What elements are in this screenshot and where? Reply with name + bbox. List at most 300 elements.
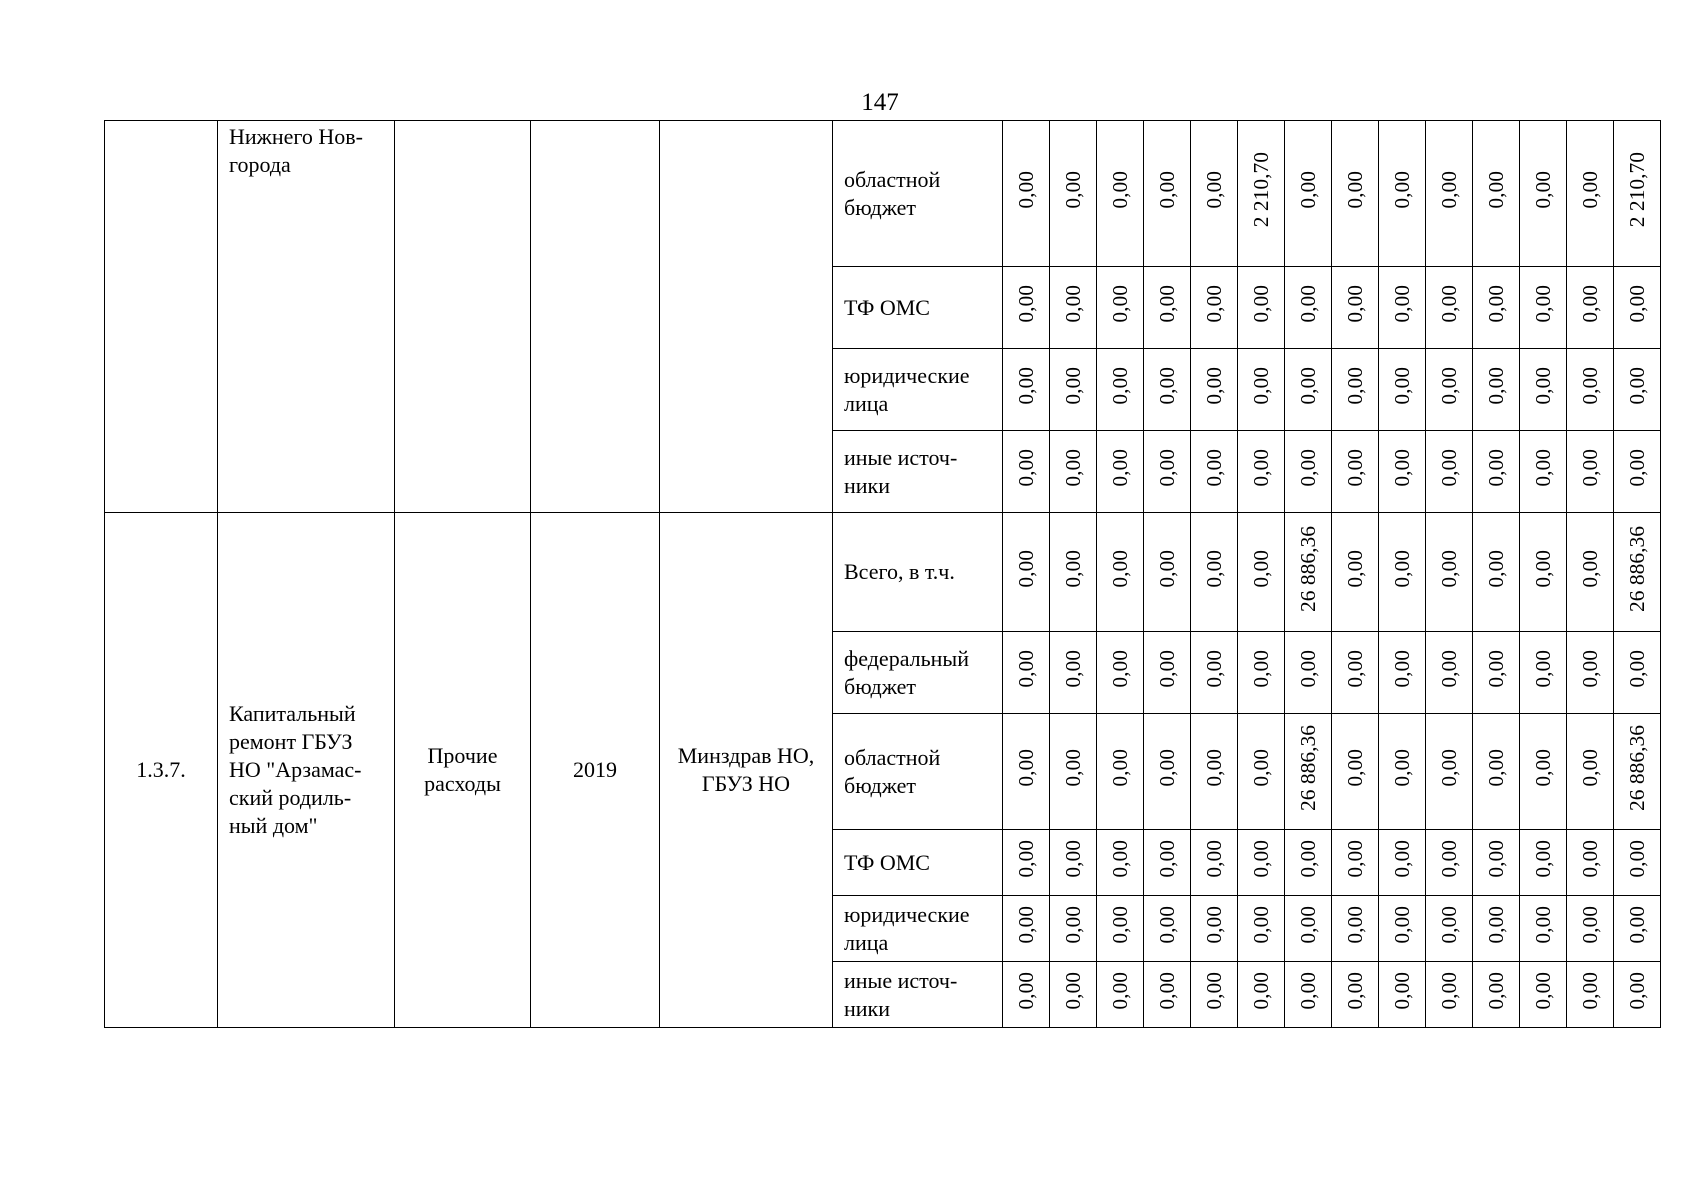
amount-cell: [1426, 714, 1473, 830]
amount-value: 0,00: [1061, 840, 1085, 878]
amount-value: 0,00: [1249, 285, 1273, 323]
amount-value: 0,00: [1625, 840, 1649, 878]
amount-cell: [1097, 513, 1144, 632]
amount-value: 0,00: [1437, 749, 1461, 787]
amount-cell: [1050, 830, 1097, 896]
amount-cell: [1567, 121, 1614, 267]
amount-cell: [1520, 513, 1567, 632]
amount-value: 0,00: [1343, 367, 1367, 405]
amount-value: 0,00: [1061, 972, 1085, 1010]
amount-value: 0,00: [1061, 171, 1085, 209]
amount-cell: [1473, 896, 1520, 962]
amount-value: 0,00: [1061, 367, 1085, 405]
amount-cell: [1379, 121, 1426, 267]
amount-value: 0,00: [1484, 749, 1508, 787]
amount-cell: [1003, 349, 1050, 431]
amount-cell: [1097, 962, 1144, 1028]
amount-value: 0,00: [1249, 549, 1273, 588]
amount-value: 0,00: [1249, 650, 1273, 688]
item-number-cell: 1.3.7.: [105, 513, 218, 1028]
amount-cell: [1285, 896, 1332, 962]
funding-source-label: Всего, в т.ч.: [833, 513, 1003, 632]
amount-cell: [1097, 830, 1144, 896]
amount-value: 0,00: [1014, 285, 1038, 323]
amount-value: 0,00: [1202, 549, 1226, 588]
amount-value: 0,00: [1155, 285, 1179, 323]
amount-value: 0,00: [1578, 840, 1602, 878]
amount-value: 0,00: [1625, 906, 1649, 944]
amount-cell: [1614, 714, 1661, 830]
amount-cell: [1191, 830, 1238, 896]
amount-cell: [1332, 714, 1379, 830]
amount-value: 0,00: [1249, 972, 1273, 1010]
amount-cell: [1567, 431, 1614, 513]
table-row: [105, 121, 1661, 267]
amount-value: 0,00: [1061, 449, 1085, 487]
amount-value: 0,00: [1249, 840, 1273, 878]
amount-value: 0,00: [1108, 972, 1132, 1010]
amount-cell: [1379, 830, 1426, 896]
amount-value: 0,00: [1531, 972, 1555, 1010]
amount-value: 0,00: [1343, 650, 1367, 688]
amount-cell: [1003, 513, 1050, 632]
amount-cell: [1097, 714, 1144, 830]
amount-cell: [1144, 267, 1191, 349]
amount-cell: [1144, 121, 1191, 267]
amount-value: 0,00: [1531, 749, 1555, 787]
amount-value: 0,00: [1390, 749, 1414, 787]
amount-value: 0,00: [1390, 972, 1414, 1010]
amount-value: 0,00: [1484, 650, 1508, 688]
amount-value: 26 886,36: [1296, 525, 1320, 612]
amount-cell: [1144, 632, 1191, 714]
amount-value: 0,00: [1625, 285, 1649, 323]
amount-cell: [1614, 267, 1661, 349]
amount-value: 0,00: [1390, 840, 1414, 878]
amount-value: 0,00: [1578, 972, 1602, 1010]
amount-cell: [1050, 632, 1097, 714]
amount-value: 0,00: [1014, 549, 1038, 588]
amount-cell: [1567, 632, 1614, 714]
amount-value: 0,00: [1155, 449, 1179, 487]
amount-cell: [1520, 267, 1567, 349]
amount-cell: [1191, 714, 1238, 830]
amount-cell: [1050, 121, 1097, 267]
amount-value: 0,00: [1343, 749, 1367, 787]
amount-cell: [1426, 896, 1473, 962]
amount-cell: [1191, 121, 1238, 267]
amount-value: 0,00: [1484, 367, 1508, 405]
expense-type-cell: [395, 121, 531, 513]
amount-value: 0,00: [1108, 650, 1132, 688]
amount-cell: [1003, 830, 1050, 896]
amount-cell: [1332, 513, 1379, 632]
amount-value: 0,00: [1108, 749, 1132, 787]
amount-cell: [1567, 267, 1614, 349]
amount-value: 0,00: [1343, 972, 1367, 1010]
amount-cell: [1191, 431, 1238, 513]
amount-value: 2 210,70: [1625, 152, 1649, 228]
funding-source-label: ТФ ОМС: [833, 830, 1003, 896]
amount-value: 0,00: [1437, 449, 1461, 487]
amount-cell: [1379, 513, 1426, 632]
amount-cell: [1426, 349, 1473, 431]
amount-cell: [1285, 513, 1332, 632]
amount-value: 0,00: [1014, 171, 1038, 209]
amount-cell: [1003, 714, 1050, 830]
amount-cell: [1332, 962, 1379, 1028]
item-name-cell: Нижнего Нов- города: [218, 121, 395, 513]
amount-value: 0,00: [1061, 285, 1085, 323]
amount-cell: [1426, 267, 1473, 349]
amount-value: 0,00: [1625, 449, 1649, 487]
amount-cell: [1238, 896, 1285, 962]
amount-cell: [1191, 267, 1238, 349]
amount-cell: [1379, 431, 1426, 513]
executor-cell: [660, 121, 833, 513]
amount-value: 0,00: [1014, 749, 1038, 787]
amount-cell: [1003, 962, 1050, 1028]
amount-cell: [1097, 349, 1144, 431]
amount-value: 0,00: [1202, 749, 1226, 787]
amount-value: 0,00: [1108, 285, 1132, 323]
amount-cell: [1473, 267, 1520, 349]
amount-value: 0,00: [1343, 449, 1367, 487]
amount-value: 0,00: [1343, 171, 1367, 209]
amount-value: 0,00: [1061, 549, 1085, 588]
amount-value: 0,00: [1296, 906, 1320, 944]
amount-value: 0,00: [1578, 449, 1602, 487]
amount-cell: [1003, 267, 1050, 349]
amount-cell: [1238, 962, 1285, 1028]
amount-cell: [1379, 896, 1426, 962]
amount-value: 0,00: [1390, 449, 1414, 487]
amount-cell: [1144, 431, 1191, 513]
amount-cell: [1332, 830, 1379, 896]
executor-cell: Минздрав НО, ГБУЗ НО: [660, 513, 833, 1028]
amount-cell: [1379, 267, 1426, 349]
funding-source-label: федеральный бюджет: [833, 632, 1003, 714]
amount-cell: [1473, 632, 1520, 714]
amount-cell: [1379, 714, 1426, 830]
amount-cell: [1473, 431, 1520, 513]
amount-value: 26 886,36: [1296, 725, 1320, 811]
amount-cell: [1050, 513, 1097, 632]
amount-cell: [1473, 830, 1520, 896]
amount-value: 0,00: [1390, 171, 1414, 209]
amount-cell: [1285, 267, 1332, 349]
amount-cell: [1285, 714, 1332, 830]
amount-value: 0,00: [1578, 906, 1602, 944]
amount-value: 0,00: [1390, 285, 1414, 323]
amount-value: 0,00: [1014, 840, 1038, 878]
amount-value: 0,00: [1155, 549, 1179, 588]
amount-value: 0,00: [1155, 650, 1179, 688]
amount-value: 0,00: [1249, 449, 1273, 487]
amount-value: 0,00: [1437, 650, 1461, 688]
amount-cell: [1144, 896, 1191, 962]
amount-value: 0,00: [1108, 367, 1132, 405]
amount-cell: [1614, 349, 1661, 431]
financing-table: [104, 120, 1661, 1028]
amount-value: 0,00: [1108, 171, 1132, 209]
amount-cell: [1097, 121, 1144, 267]
amount-value: 0,00: [1202, 650, 1226, 688]
amount-cell: [1614, 121, 1661, 267]
amount-cell: [1520, 714, 1567, 830]
amount-cell: [1614, 431, 1661, 513]
amount-cell: [1614, 632, 1661, 714]
amount-value: 0,00: [1108, 449, 1132, 487]
amount-cell: [1473, 513, 1520, 632]
amount-cell: [1050, 267, 1097, 349]
amount-cell: [1097, 632, 1144, 714]
amount-cell: [1332, 349, 1379, 431]
amount-cell: [1050, 896, 1097, 962]
amount-value: 0,00: [1061, 650, 1085, 688]
amount-value: 0,00: [1061, 749, 1085, 787]
amount-value: 0,00: [1296, 171, 1320, 209]
amount-value: 0,00: [1296, 449, 1320, 487]
amount-value: 0,00: [1531, 840, 1555, 878]
amount-value: 0,00: [1155, 367, 1179, 405]
amount-value: 0,00: [1108, 906, 1132, 944]
amount-value: 0,00: [1155, 972, 1179, 1010]
amount-cell: [1332, 632, 1379, 714]
amount-value: 0,00: [1155, 906, 1179, 944]
amount-cell: [1238, 513, 1285, 632]
funding-source-label: иные источ- ники: [833, 431, 1003, 513]
amount-cell: [1332, 121, 1379, 267]
amount-cell: [1238, 349, 1285, 431]
amount-cell: [1473, 121, 1520, 267]
funding-source-label: областной бюджет: [833, 714, 1003, 830]
amount-cell: [1332, 896, 1379, 962]
amount-cell: [1567, 349, 1614, 431]
amount-cell: [1003, 121, 1050, 267]
amount-cell: [1050, 962, 1097, 1028]
amount-value: 26 886,36: [1625, 725, 1649, 811]
amount-cell: [1426, 121, 1473, 267]
amount-value: 0,00: [1437, 285, 1461, 323]
amount-value: 0,00: [1296, 367, 1320, 405]
amount-value: 0,00: [1249, 367, 1273, 405]
amount-value: 0,00: [1390, 906, 1414, 944]
amount-cell: [1285, 121, 1332, 267]
amount-value: 0,00: [1296, 972, 1320, 1010]
amount-value: 0,00: [1531, 171, 1555, 209]
amount-value: 0,00: [1202, 449, 1226, 487]
amount-value: 0,00: [1484, 972, 1508, 1010]
amount-cell: [1238, 830, 1285, 896]
amount-value: 0,00: [1296, 285, 1320, 323]
amount-cell: [1614, 896, 1661, 962]
amount-value: 0,00: [1484, 171, 1508, 209]
amount-cell: [1144, 349, 1191, 431]
amount-cell: [1050, 431, 1097, 513]
amount-cell: [1520, 896, 1567, 962]
amount-value: 0,00: [1625, 972, 1649, 1010]
amount-value: 0,00: [1202, 906, 1226, 944]
amount-cell: [1003, 896, 1050, 962]
amount-cell: [1426, 513, 1473, 632]
amount-value: 0,00: [1296, 650, 1320, 688]
amount-value: 0,00: [1484, 449, 1508, 487]
amount-value: 0,00: [1108, 549, 1132, 588]
amount-value: 0,00: [1437, 171, 1461, 209]
amount-value: 0,00: [1437, 367, 1461, 405]
amount-value: 0,00: [1014, 972, 1038, 1010]
amount-cell: [1285, 830, 1332, 896]
amount-value: 0,00: [1625, 367, 1649, 405]
amount-cell: [1238, 267, 1285, 349]
amount-cell: [1050, 349, 1097, 431]
amount-cell: [1332, 267, 1379, 349]
amount-value: 0,00: [1296, 840, 1320, 878]
amount-value: 0,00: [1578, 367, 1602, 405]
amount-cell: [1285, 431, 1332, 513]
amount-cell: [1050, 714, 1097, 830]
amount-value: 0,00: [1437, 549, 1461, 588]
amount-value: 0,00: [1202, 840, 1226, 878]
amount-value: 0,00: [1202, 171, 1226, 209]
amount-cell: [1144, 830, 1191, 896]
amount-cell: [1520, 121, 1567, 267]
amount-value: 0,00: [1484, 285, 1508, 323]
amount-value: 0,00: [1014, 650, 1038, 688]
amount-cell: [1285, 632, 1332, 714]
amount-value: 0,00: [1155, 749, 1179, 787]
amount-value: 0,00: [1531, 650, 1555, 688]
amount-cell: [1567, 962, 1614, 1028]
amount-cell: [1191, 962, 1238, 1028]
amount-value: 2 210,70: [1249, 152, 1273, 228]
amount-cell: [1520, 431, 1567, 513]
amount-cell: [1191, 513, 1238, 632]
amount-cell: [1520, 830, 1567, 896]
amount-cell: [1426, 431, 1473, 513]
amount-value: 0,00: [1061, 906, 1085, 944]
amount-value: 0,00: [1249, 906, 1273, 944]
amount-cell: [1567, 513, 1614, 632]
funding-source-label: юридические лица: [833, 896, 1003, 962]
amount-cell: [1379, 632, 1426, 714]
amount-value: 0,00: [1343, 840, 1367, 878]
amount-value: 0,00: [1531, 449, 1555, 487]
table-row: [105, 513, 1661, 632]
amount-value: 0,00: [1484, 549, 1508, 588]
amount-cell: [1426, 962, 1473, 1028]
amount-cell: [1567, 896, 1614, 962]
amount-cell: [1520, 349, 1567, 431]
amount-cell: [1238, 431, 1285, 513]
amount-value: 0,00: [1578, 650, 1602, 688]
amount-cell: [1285, 349, 1332, 431]
amount-value: 0,00: [1155, 840, 1179, 878]
amount-value: 0,00: [1531, 367, 1555, 405]
amount-cell: [1473, 962, 1520, 1028]
amount-cell: [1097, 267, 1144, 349]
amount-cell: [1191, 349, 1238, 431]
amount-cell: [1332, 431, 1379, 513]
amount-value: 0,00: [1108, 840, 1132, 878]
amount-value: 0,00: [1484, 906, 1508, 944]
amount-value: 0,00: [1014, 449, 1038, 487]
amount-cell: [1097, 896, 1144, 962]
amount-value: 0,00: [1531, 906, 1555, 944]
amount-value: 0,00: [1390, 549, 1414, 588]
amount-cell: [1191, 632, 1238, 714]
amount-value: 0,00: [1202, 285, 1226, 323]
amount-value: 26 886,36: [1625, 525, 1649, 612]
amount-cell: [1097, 431, 1144, 513]
amount-value: 0,00: [1578, 749, 1602, 787]
amount-cell: [1473, 349, 1520, 431]
funding-source-label: областной бюджет: [833, 121, 1003, 267]
amount-cell: [1238, 714, 1285, 830]
amount-cell: [1144, 513, 1191, 632]
amount-cell: [1003, 632, 1050, 714]
amount-value: 0,00: [1578, 171, 1602, 209]
funding-source-label: юридические лица: [833, 349, 1003, 431]
amount-value: 0,00: [1014, 906, 1038, 944]
item-number-cell: [105, 121, 218, 513]
amount-cell: [1520, 632, 1567, 714]
amount-value: 0,00: [1531, 549, 1555, 588]
amount-cell: [1144, 962, 1191, 1028]
amount-value: 0,00: [1343, 285, 1367, 323]
amount-value: 0,00: [1578, 549, 1602, 588]
amount-value: 0,00: [1531, 285, 1555, 323]
expense-type-cell: Прочие расходы: [395, 513, 531, 1028]
amount-cell: [1238, 121, 1285, 267]
year-cell: 2019: [531, 513, 660, 1028]
amount-cell: [1520, 962, 1567, 1028]
amount-value: 0,00: [1484, 840, 1508, 878]
amount-cell: [1614, 962, 1661, 1028]
amount-value: 0,00: [1155, 171, 1179, 209]
amount-cell: [1285, 962, 1332, 1028]
amount-value: 0,00: [1202, 972, 1226, 1010]
amount-value: 0,00: [1014, 367, 1038, 405]
funding-source-label: иные источ- ники: [833, 962, 1003, 1028]
amount-cell: [1191, 896, 1238, 962]
page-number: 147: [861, 89, 899, 116]
amount-cell: [1567, 714, 1614, 830]
amount-cell: [1379, 349, 1426, 431]
amount-cell: [1003, 431, 1050, 513]
amount-value: 0,00: [1390, 650, 1414, 688]
amount-value: 0,00: [1437, 972, 1461, 1010]
amount-cell: [1426, 632, 1473, 714]
amount-value: 0,00: [1343, 906, 1367, 944]
amount-value: 0,00: [1578, 285, 1602, 323]
funding-source-label: ТФ ОМС: [833, 267, 1003, 349]
amount-cell: [1614, 830, 1661, 896]
amount-value: 0,00: [1437, 840, 1461, 878]
amount-value: 0,00: [1625, 650, 1649, 688]
amount-cell: [1238, 632, 1285, 714]
amount-value: 0,00: [1390, 367, 1414, 405]
amount-cell: [1426, 830, 1473, 896]
amount-value: 0,00: [1437, 906, 1461, 944]
amount-cell: [1144, 714, 1191, 830]
year-cell: [531, 121, 660, 513]
amount-cell: [1379, 962, 1426, 1028]
amount-cell: [1473, 714, 1520, 830]
amount-cell: [1567, 830, 1614, 896]
amount-cell: [1614, 513, 1661, 632]
